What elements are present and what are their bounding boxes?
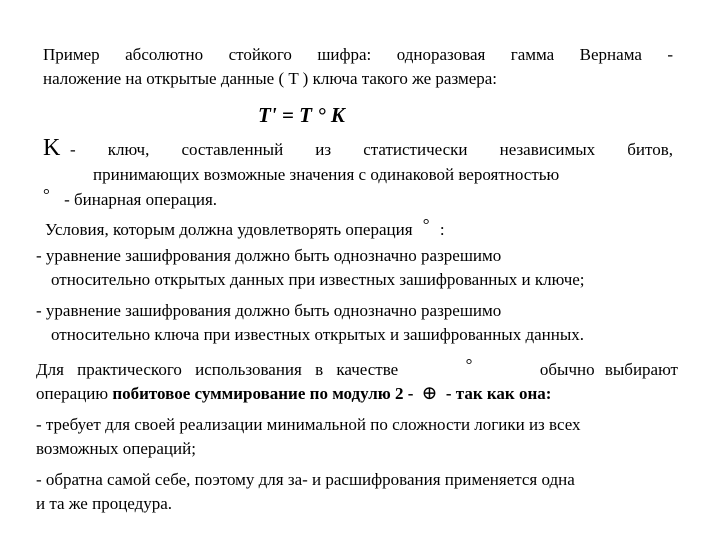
reason-1-line-2: возможных операций; xyxy=(36,439,196,458)
intro-line-2: наложение на открытые данные ( T ) ключа такого же размера: xyxy=(43,69,498,88)
condition-2-line-2: относительно ключа при известных открытых и зашифрованных данных. xyxy=(51,325,585,344)
practical-line-2-start: операцию xyxy=(36,384,109,403)
intro-line-1: Пример абсолютно стойкого шифра: одноразовая гамма Вернама - xyxy=(43,45,673,64)
reason-2-line-1: - обратна самой себе, поэтому для за- и расшифрования применяется одна xyxy=(36,470,575,489)
formula: T' = T ° K xyxy=(258,103,345,127)
practical-line-1-start: Для практического использования в качестве xyxy=(36,360,399,379)
practical-line-2 xyxy=(36,384,551,404)
operation-definition-text: - бинарная операция. xyxy=(64,190,218,209)
condition-2-line-1: - уравнение зашифрования должно быть однозначно разрешимо xyxy=(36,301,502,320)
practical-line-2-end: - так как она: xyxy=(445,384,552,403)
reason-1-line-1: - требует для своей реализации минимальной по сложности логики из всех xyxy=(36,415,581,434)
condition-1-line-1: - уравнение зашифрования должно быть однозначно разрешимо xyxy=(36,246,502,265)
practical-line-2-bold: побитовое суммирование по модулю 2 - xyxy=(112,384,414,403)
conditions-symbol: ° xyxy=(422,215,430,234)
conditions-intro-text: Условия, которым должна удовлетворять операция xyxy=(45,220,413,239)
operation-definition xyxy=(43,185,218,210)
practical-line-1-end: обычно выбирают xyxy=(539,360,678,379)
reason-2-line-2: и та же процедура. xyxy=(36,494,173,513)
conditions-intro-colon: : xyxy=(439,220,445,239)
conditions-intro xyxy=(45,215,445,240)
key-definition-line-1: - ключ, составленный из статистически независимых битов, xyxy=(70,140,673,159)
practical-symbol: ° xyxy=(465,355,473,374)
key-symbol: K xyxy=(43,135,61,161)
operation-symbol: ° xyxy=(43,185,50,204)
practical-line-1 xyxy=(36,355,678,380)
condition-1-line-2: относительно открытых данных при известных зашифрованных и ключе; xyxy=(51,270,585,289)
xor-symbol: ⊕ xyxy=(421,383,438,404)
key-definition-line-2: принимающих возможные значения с одинаковой вероятностью xyxy=(93,165,560,184)
